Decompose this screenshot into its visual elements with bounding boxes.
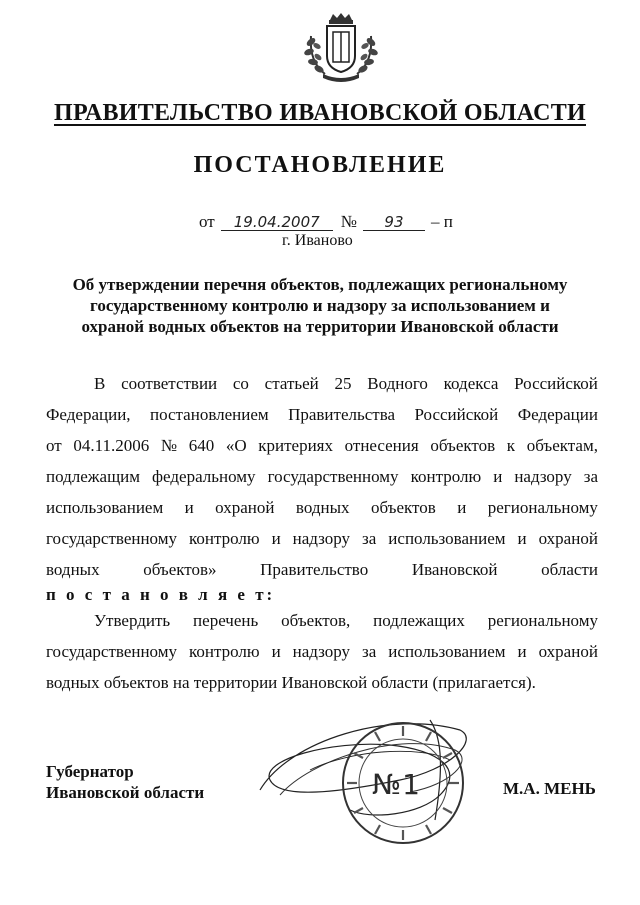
body-word: со bbox=[232, 374, 249, 393]
body-word: Российской bbox=[414, 405, 499, 424]
subject-line: охраной водных объектов на территории Ивановской области bbox=[81, 317, 559, 336]
body-word: статьей bbox=[264, 374, 319, 393]
body-line bbox=[46, 636, 598, 667]
resolves-line bbox=[46, 585, 598, 605]
body-word: и bbox=[271, 529, 281, 548]
body-word: надзору bbox=[292, 642, 351, 661]
body-word: использованием bbox=[46, 498, 164, 517]
body-word: и bbox=[493, 467, 503, 486]
document-type: ПОСТАНОВЛЕНИЕ bbox=[193, 152, 447, 178]
body-word: охраной bbox=[538, 642, 598, 661]
body-word: 04.11.2006 bbox=[73, 436, 150, 455]
resolves-word: п о с т а н о в л я е т: bbox=[46, 585, 276, 604]
signatory-name: М.А. МЕНЬ bbox=[503, 779, 596, 798]
body-word: водных bbox=[46, 560, 100, 579]
signatory-position-line: Губернатор bbox=[46, 762, 134, 781]
body-word: 25 bbox=[334, 374, 352, 393]
body-word: кодекса bbox=[443, 374, 499, 393]
body-paragraph-1 bbox=[46, 368, 598, 585]
body-word: надзору bbox=[292, 529, 351, 548]
body-word: объектов, bbox=[281, 611, 351, 630]
body-word: В bbox=[94, 374, 106, 393]
body-line bbox=[46, 492, 598, 523]
body-word: отнесения bbox=[344, 436, 419, 455]
body-word: объектов bbox=[370, 498, 436, 517]
body-word: за bbox=[362, 642, 377, 661]
body-word: подлежащим bbox=[46, 467, 141, 486]
body-word: контролю bbox=[188, 529, 260, 548]
body-word: охраной bbox=[538, 529, 598, 548]
body-word: критериях bbox=[258, 436, 333, 455]
body-word: контролю bbox=[410, 467, 482, 486]
body-line bbox=[46, 368, 598, 399]
signatory-position bbox=[46, 761, 204, 803]
body-word: и bbox=[184, 498, 194, 517]
body-word: подлежащих bbox=[373, 611, 465, 630]
document-number: 93 bbox=[363, 215, 425, 231]
body-word: и bbox=[517, 529, 527, 548]
signatory-position-line: Ивановской области bbox=[46, 783, 205, 802]
body-word: за bbox=[362, 529, 377, 548]
coat-of-arms-icon bbox=[299, 12, 383, 82]
body-word: Ивановской bbox=[411, 560, 498, 579]
body-word: объектов bbox=[430, 436, 496, 455]
body-word: государственному bbox=[46, 642, 177, 661]
body-word: и bbox=[271, 642, 281, 661]
body-word: федеральному bbox=[152, 467, 256, 486]
body-word: и bbox=[457, 498, 467, 517]
number-label: № bbox=[340, 212, 357, 231]
body-word: охраной bbox=[215, 498, 275, 517]
body-word: использованием bbox=[388, 529, 506, 548]
body-word: объектов» bbox=[143, 560, 217, 579]
body-word: Правительства bbox=[288, 405, 396, 424]
body-line bbox=[46, 461, 598, 492]
body-word: государственному bbox=[46, 529, 177, 548]
body-word: Федерации bbox=[517, 405, 598, 424]
body-word: Правительство bbox=[260, 560, 369, 579]
body-word: контролю bbox=[188, 642, 260, 661]
body-word: Водного bbox=[367, 374, 428, 393]
body-word: от bbox=[46, 436, 62, 455]
body-paragraph-2 bbox=[46, 605, 598, 698]
document-subject bbox=[60, 274, 580, 337]
body-word: соответствии bbox=[121, 374, 218, 393]
body-word: региональному bbox=[487, 498, 598, 517]
body-word: 640 bbox=[188, 436, 215, 455]
body-line: водных объектов на территории Ивановской области (прилагается). bbox=[46, 673, 536, 692]
body-line bbox=[46, 430, 598, 461]
seal-number: №1 bbox=[372, 768, 421, 801]
body-word: № bbox=[160, 436, 178, 455]
body-word: постановлением bbox=[149, 405, 269, 424]
body-word: и bbox=[517, 642, 527, 661]
body-line bbox=[46, 523, 598, 554]
body-word: объектам, bbox=[526, 436, 598, 455]
body-line bbox=[46, 399, 598, 430]
body-word: за bbox=[583, 467, 598, 486]
body-line bbox=[46, 554, 598, 585]
body-word: Утвердить bbox=[94, 611, 171, 630]
body-word: региональному bbox=[487, 611, 598, 630]
subject-line: государственному контролю и надзору за использованием и bbox=[90, 296, 550, 315]
dateline bbox=[199, 212, 453, 232]
date-from-label: от bbox=[199, 212, 215, 231]
body-word: надзору bbox=[514, 467, 572, 486]
body-word: к bbox=[506, 436, 516, 455]
subject-line: Об утверждении перечня объектов, подлежащих региональному bbox=[72, 275, 568, 294]
city: г. Иваново bbox=[282, 232, 353, 249]
body-word: перечень bbox=[193, 611, 259, 630]
body-word: Федерации, bbox=[46, 405, 131, 424]
body-word: «О bbox=[225, 436, 247, 455]
government-title: ПРАВИТЕЛЬСТВО ИВАНОВСКОЙ ОБЛАСТИ bbox=[53, 100, 586, 126]
body-word: использованием bbox=[388, 642, 506, 661]
number-suffix: – п bbox=[430, 212, 453, 231]
body-word: области bbox=[541, 560, 598, 579]
body-word: водных bbox=[295, 498, 350, 517]
body-line bbox=[46, 605, 598, 636]
body-word: Российской bbox=[514, 374, 598, 393]
body-word: государственному bbox=[267, 467, 399, 486]
document-date: 19.04.2007 bbox=[221, 215, 333, 231]
